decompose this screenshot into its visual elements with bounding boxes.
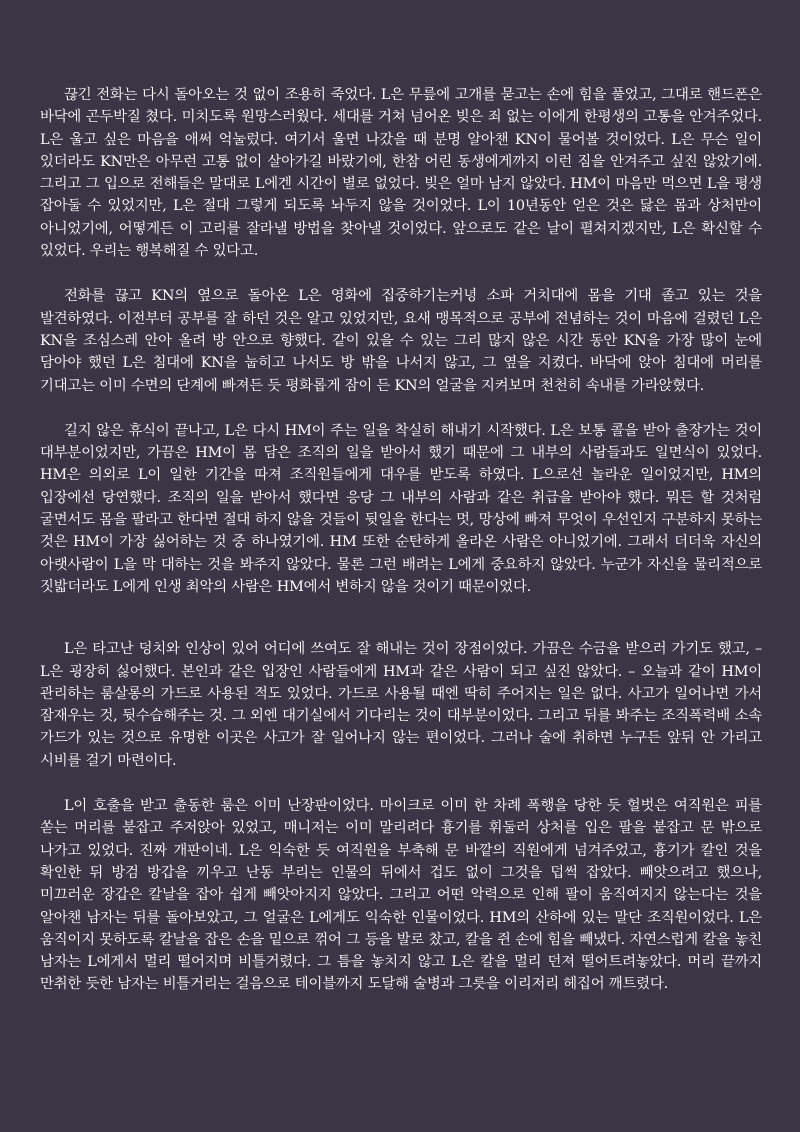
- paragraph-4: L은 타고난 덩치와 인상이 있어 어디에 쓰여도 잘 해내는 것이 장점이었다. 가끔은 수금을 받으러 가기도 했고, – L은 굉장히 싫어했다. 본인과 같은 입장인 사람들에게 HM과 같은 사람이 되고 싶진 않았다. – 오늘과 같이 HM이 관리하는 룸살롱의 가드로 사용된 적도 있었다. 가드로 사용될 때엔 딱히 주어지는 일은 없다. 사고가 일어나면 가서 잠재우는 것, 뒷수습해주는 것. 그 외엔 대기실에서 기다리는 것이 대부분이었다. 그리고 뒤를 봐주는 조직폭력배 소속 가드가 있는 것으로 유명한 이곳은 사고가 잘 일어나지 않는 편이었다. 그러나 술에 취하면 누구든 앞뒤 안 가리고 시비를 걸기 마련이다.: [40, 641, 762, 769]
- paragraph-3: 길지 않은 휴식이 끝나고, L은 다시 HM이 주는 일을 착실히 해내기 시작했다. L은 보통 콜을 받아 출장가는 것이 대부분이었지만, 가끔은 HM이 몸 담은 조직의 일을 받아서 했기 때문에 그 내부의 사람들과도 일면식이 있었다. HM은 의외로 L이 일한 기간을 따져 조직원들에게 대우를 받도록 하였다. L으로선 놀라운 일이었지만, HM의 입장에선 당연했다. 조직의 일을 받아서 했다면 응당 그 내부의 사람과 같은 취급을 받아야 했다. 뭐든 할 것처럼 굴면서도 몸을 팔라고 한다면 절대 하지 않을 것들이 뒷일을 한다는 멋, 망상에 빠져 무엇이 우선인지 구분하지 못하는 것은 HM이 가장 싫어하는 것 중 하나였기에. HM 또한 순탄하게 올라온 사람은 아니었기에. 그래서 더더욱 자신의 아랫사람이 L을 막 대하는 것을 봐주지 않았다. 물론 그런 배려는 L에게 중요하지 않았다. 누군가 자신을 물리적으로 짓밟더라도 L에게 인생 최악의 사람은 HM에서 변하지 않을 것이기 때문이었다.: [40, 422, 762, 595]
- paragraph-5: L이 호출을 받고 출동한 룸은 이미 난장판이었다. 마이크로 이미 한 차례 폭행을 당한 듯 헐벗은 여직원은 피를 쏟는 머리를 붙잡고 주저앉아 있었고, 매니저는 이미 말리려다 흉기를 휘둘러 상처를 입은 팔을 붙잡고 문 밖으로 나가고 있었다. 진짜 개판이네. L은 익숙한 듯 여직원을 부축해 문 바깥의 직원에게 넘겨주었고, 흉기가 칼인 것을 확인한 뒤 방검 방갑을 끼우고 난동 부리는 인물의 뒤에서 겁도 없이 그것을 덥썩 잡았다. 빼앗으려고 했으나, 미끄러운 장갑은 칼날을 잡아 쉽게 빼앗아지지 않았다. 그리고 어떤 악력으로 인해 팔이 움직여지지 않는다는 것을 알아챈 남자는 뒤를 돌아보았고, 그 얼굴은 L에게도 익숙한 인물이었다. HM의 산하에 있는 말단 조직원이었다. L은 움직이지 못하도록 칼날을 잡은 손을 밑으로 꺾어 그 등을 발로 찼고, 칼을 쥔 손에 힘을 빼냈다. 자연스럽게 칼을 놓친 남자는 L에게서 멀리 떨어지며 비틀거렸다. 그 틈을 놓치지 않고 L은 칼을 멀리 던져 떨어트려놓았다. 머리 끝까지 만취한 듯한 남자는 비틀거리는 걸음으로 테이블까지 도달해 술병과 그릇을 이리저리 헤집어 깨트렸다.: [40, 798, 762, 993]
- paragraph-2: 전화를 끊고 KN의 옆으로 돌아온 L은 영화에 집중하기는커녕 소파 거치대에 몸을 기대 졸고 있는 것을 발견하였다. 이전부터 공부를 잘 하던 것은 알고 있었지만, 요새 맹목적으로 공부에 전념하는 것이 마음에 걸렸던 L은 KN을 조심스레 안아 올려 방 안으로 향했다. 같이 있을 수 있는 그리 많지 않은 시간 동안 KN을 가장 많이 눈에 담아야 했던 L은 침대에 KN을 눕히고 나서도 방 밖을 나서지 않고, 그 옆을 지켰다. 바닥에 앉아 침대에 머리를 기대고는 이미 수면의 단계에 빠져든 듯 평화롭게 잠이 든 KN의 얼굴을 지켜보며 천천히 속내를 가라앉혔다.: [40, 288, 762, 394]
- paragraph-1: 끊긴 전화는 다시 돌아오는 것 없이 조용히 죽었다. L은 무릎에 고개를 묻고는 손에 힘을 풀었고, 그대로 핸드폰은 바닥에 곤두박질 쳤다. 미치도록 원망스러웠다. 세대를 거쳐 넘어온 빚은 죄 없는 이에게 한평생의 고통을 안겨주었다. L은 울고 싶은 마음을 애써 억눌렀다. 여기서 울면 나갔을 때 분명 알아챈 KN이 물어볼 것이었다. L은 무슨 일이 있더라도 KN만은 아무런 고통 없이 살아가길 바랐기에, 한참 어린 동생에게까지 이런 짐을 안겨주고 싶진 않았기에. 그리고 그 입으로 전해들은 말대로 L에겐 시간이 별로 없었다. 빚은 얼마 남지 않았다. HM이 마음만 먹으면 L을 평생 잡아둘 수 있었지만, L은 절대 그렇게 되도록 놔두지 않을 것이었다. L이 10년동안 얻은 것은 닳은 몸과 상처만이 아니었기에, 어떻게든 이 고리를 잘라낼 방법을 찾아낼 것이었다. 앞으로도 같은 날이 펼쳐지겠지만, L은 확신할 수 있었다. 우리는 행복해질 수 있다고.: [40, 87, 762, 260]
